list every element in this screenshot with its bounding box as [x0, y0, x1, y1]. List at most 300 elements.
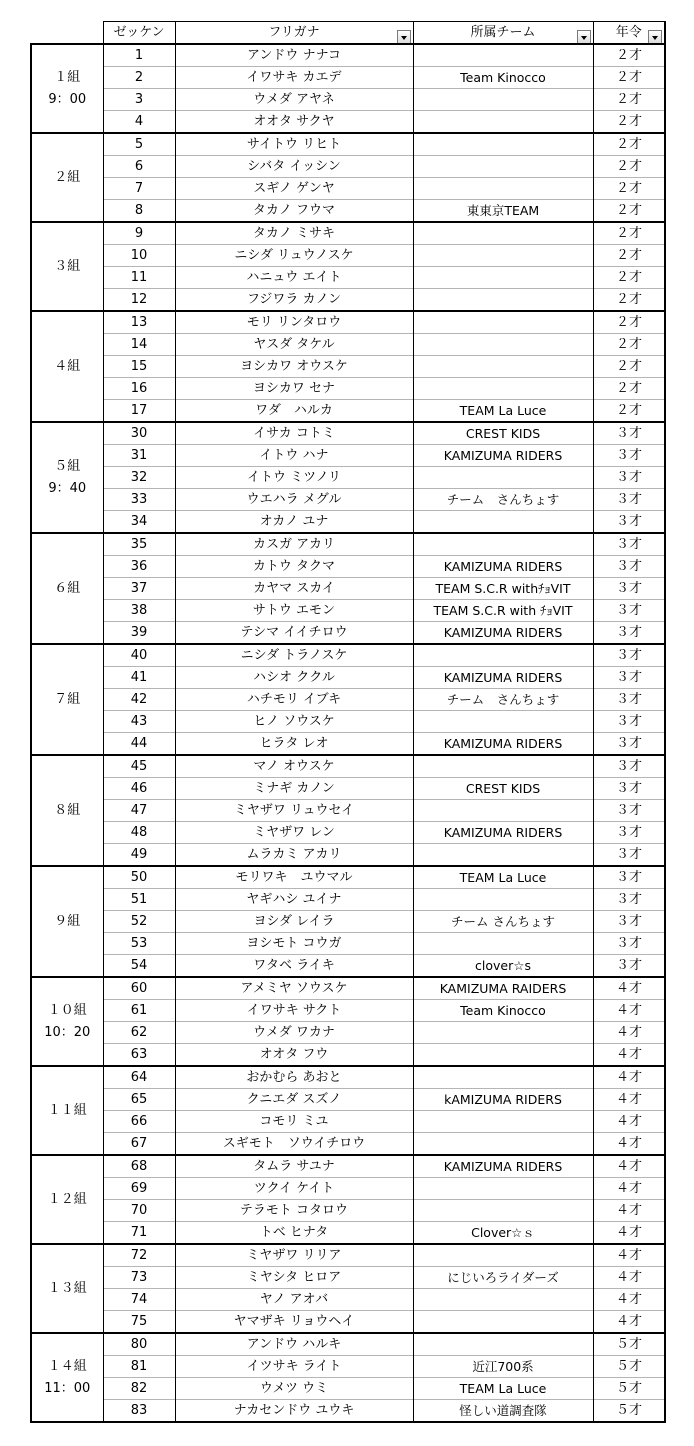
table-row [31, 800, 665, 822]
team-cell[interactable] [413, 711, 593, 733]
bib-cell[interactable]: 32 [103, 467, 175, 489]
team-cell[interactable] [413, 1066, 593, 1089]
bib-cell[interactable]: 33 [103, 489, 175, 511]
table-row [31, 1066, 665, 1089]
furigana-cell[interactable]: ナカセンドウ ユウキ [175, 1400, 413, 1423]
furigana-cell[interactable]: ニシダ トラノスケ [175, 644, 413, 667]
age-cell[interactable]: ２才 [593, 89, 665, 111]
group-label: １組 [54, 69, 81, 85]
table-row [31, 289, 665, 312]
team-cell[interactable] [413, 311, 593, 334]
bib-cell[interactable]: 71 [103, 1222, 175, 1245]
table-row [31, 422, 665, 445]
table-row [31, 1133, 665, 1156]
group-label: １２組 [47, 1191, 87, 1207]
age-cell[interactable]: ３才 [593, 822, 665, 844]
furigana-cell[interactable]: イトウ ミツノリ [175, 467, 413, 489]
age-cell[interactable]: ２才 [593, 133, 665, 156]
furigana-cell[interactable]: おかむら あおと [175, 1066, 413, 1089]
team-cell[interactable] [413, 1289, 593, 1311]
furigana-cell[interactable]: ヒラタ レオ [175, 733, 413, 756]
team-cell[interactable]: にじいろライダーズ [413, 1267, 593, 1289]
bib-cell[interactable]: 17 [103, 400, 175, 423]
age-cell[interactable]: ４才 [593, 1022, 665, 1044]
furigana-cell[interactable]: クニエダ スズノ [175, 1089, 413, 1111]
age-cell[interactable]: ３才 [593, 933, 665, 955]
team-cell[interactable]: KAMIZUMA RAIDERS [413, 977, 593, 1000]
furigana-cell[interactable]: タムラ サユナ [175, 1155, 413, 1178]
age-cell[interactable]: ４才 [593, 1155, 665, 1178]
bib-cell[interactable]: 5 [103, 133, 175, 156]
furigana-cell[interactable]: ハチモリ イブキ [175, 689, 413, 711]
age-cell[interactable]: ５才 [593, 1378, 665, 1400]
bib-cell[interactable]: 38 [103, 600, 175, 622]
group-label: １１組 [47, 1102, 87, 1118]
bib-cell[interactable]: 44 [103, 733, 175, 756]
team-cell[interactable]: KAMIZUMA RIDERS [413, 556, 593, 578]
bib-cell[interactable]: 50 [103, 866, 175, 889]
furigana-cell[interactable]: トベ ヒナタ [175, 1222, 413, 1245]
team-cell[interactable]: TEAM S.C.R with ﾁｮVIT [413, 600, 593, 622]
age-cell[interactable]: ３才 [593, 755, 665, 778]
team-cell[interactable] [413, 156, 593, 178]
age-cell[interactable]: ４才 [593, 1222, 665, 1245]
table-row [31, 1155, 665, 1178]
furigana-cell[interactable]: ウメダ アヤネ [175, 89, 413, 111]
bib-cell[interactable]: 34 [103, 511, 175, 534]
furigana-cell[interactable]: サトウ エモン [175, 600, 413, 622]
age-cell[interactable]: ２才 [593, 156, 665, 178]
furigana-cell[interactable]: カヤマ スカイ [175, 578, 413, 600]
furigana-cell[interactable]: タカノ フウマ [175, 200, 413, 223]
bib-cell[interactable]: 8 [103, 200, 175, 223]
team-filter-dropdown-icon[interactable] [577, 30, 591, 44]
bib-cell[interactable]: 70 [103, 1200, 175, 1222]
team-cell[interactable]: CREST KIDS [413, 778, 593, 800]
age-cell[interactable]: ３才 [593, 733, 665, 756]
furigana-cell[interactable]: テシマ イイチロウ [175, 622, 413, 645]
table-row [31, 667, 665, 689]
bib-cell[interactable]: 41 [103, 667, 175, 689]
group-label: １０組 [47, 1002, 87, 1018]
age-cell[interactable]: ３才 [593, 955, 665, 978]
team-cell[interactable]: KAMIZUMA RIDERS [413, 667, 593, 689]
age-cell[interactable]: ４才 [593, 1178, 665, 1200]
furigana-cell[interactable]: アメミヤ ソウスケ [175, 977, 413, 1000]
bib-cell[interactable]: 53 [103, 933, 175, 955]
furigana-cell[interactable]: ヨシカワ オウスケ [175, 356, 413, 378]
furigana-cell[interactable]: コモリ ミユ [175, 1111, 413, 1133]
team-cell[interactable]: チーム さんちょす [413, 489, 593, 511]
table-row [31, 89, 665, 111]
team-cell[interactable]: 東東京TEAM [413, 200, 593, 223]
group-cell [31, 1333, 103, 1422]
age-cell[interactable]: ３才 [593, 600, 665, 622]
age-cell[interactable]: ４才 [593, 1066, 665, 1089]
team-cell[interactable] [413, 644, 593, 667]
team-cell[interactable] [413, 1200, 593, 1222]
bib-cell[interactable]: 54 [103, 955, 175, 978]
group-label: ５組 [54, 458, 81, 474]
furigana-cell[interactable]: ワダ ハルカ [175, 400, 413, 423]
furigana-cell[interactable]: ヨシモト コウガ [175, 933, 413, 955]
age-cell[interactable]: ３才 [593, 578, 665, 600]
furigana-cell[interactable]: イトウ ハナ [175, 445, 413, 467]
age-cell[interactable]: ２才 [593, 356, 665, 378]
team-cell[interactable]: clover☆s [413, 955, 593, 978]
furigana-cell[interactable]: ムラカミ アカリ [175, 844, 413, 867]
table-row [31, 578, 665, 600]
team-cell[interactable]: KAMIZUMA RIDERS [413, 445, 593, 467]
bib-cell[interactable]: 39 [103, 622, 175, 645]
age-cell[interactable]: ２才 [593, 222, 665, 245]
furigana-cell[interactable]: スギノ ゲンヤ [175, 178, 413, 200]
furigana-cell[interactable]: アンドウ ナナコ [175, 44, 413, 67]
age-cell[interactable]: ２才 [593, 311, 665, 334]
team-cell[interactable]: 怪しい道調査隊 [413, 1400, 593, 1423]
age-cell[interactable]: ４才 [593, 1244, 665, 1267]
bib-cell[interactable]: 10 [103, 245, 175, 267]
bib-cell[interactable]: 12 [103, 289, 175, 312]
team-cell[interactable]: TEAM S.C.R withﾁｮVIT [413, 578, 593, 600]
header-age [593, 22, 665, 45]
furigana-cell[interactable]: アンドウ ハルキ [175, 1333, 413, 1356]
team-cell[interactable] [413, 1244, 593, 1267]
bib-cell[interactable]: 63 [103, 1044, 175, 1067]
bib-cell[interactable]: 11 [103, 267, 175, 289]
team-cell[interactable] [413, 933, 593, 955]
team-cell[interactable] [413, 1111, 593, 1133]
bib-cell[interactable]: 66 [103, 1111, 175, 1133]
age-cell[interactable]: ２才 [593, 67, 665, 89]
group-cell [31, 866, 103, 977]
age-cell[interactable]: ３才 [593, 422, 665, 445]
table-row [31, 44, 665, 67]
bib-cell[interactable]: 65 [103, 1089, 175, 1111]
age-cell[interactable]: ５才 [593, 1333, 665, 1356]
group-label: ８組 [54, 802, 81, 818]
team-cell[interactable] [413, 378, 593, 400]
bib-cell[interactable]: 9 [103, 222, 175, 245]
team-cell[interactable] [413, 133, 593, 156]
furigana-cell[interactable]: ウメツ ウミ [175, 1378, 413, 1400]
header-bib [103, 22, 175, 45]
furigana-cell[interactable]: カトウ タクマ [175, 556, 413, 578]
team-cell[interactable] [413, 1178, 593, 1200]
team-cell[interactable] [413, 1022, 593, 1044]
age-cell[interactable]: ２才 [593, 200, 665, 223]
group-cell [31, 1066, 103, 1155]
age-cell[interactable]: ２才 [593, 267, 665, 289]
table-row [31, 1222, 665, 1245]
table-row [31, 644, 665, 667]
age-cell[interactable]: ４才 [593, 1000, 665, 1022]
age-cell[interactable]: ４才 [593, 1133, 665, 1156]
team-cell[interactable] [413, 844, 593, 867]
team-cell[interactable]: TEAM La Luce [413, 400, 593, 423]
team-cell[interactable]: KAMIZUMA RIDERS [413, 733, 593, 756]
team-cell[interactable] [413, 222, 593, 245]
team-cell[interactable]: kAMIZUMA RIDERS [413, 1089, 593, 1111]
bib-cell[interactable]: 49 [103, 844, 175, 867]
furigana-cell[interactable]: ミヤザワ レン [175, 822, 413, 844]
team-cell[interactable] [413, 89, 593, 111]
table-row [31, 622, 665, 645]
group-start-time: 9：40 [48, 480, 87, 496]
age-cell[interactable]: ２才 [593, 400, 665, 423]
age-cell[interactable]: ３才 [593, 889, 665, 911]
age-cell[interactable]: ３才 [593, 622, 665, 645]
age-cell[interactable]: ４才 [593, 1044, 665, 1067]
age-cell[interactable]: ４才 [593, 977, 665, 1000]
age-cell[interactable]: ２才 [593, 111, 665, 134]
age-cell[interactable]: ２才 [593, 178, 665, 200]
age-filter-dropdown-icon[interactable] [648, 30, 662, 44]
age-cell[interactable]: ４才 [593, 1311, 665, 1334]
team-cell[interactable] [413, 178, 593, 200]
age-cell[interactable]: ３才 [593, 445, 665, 467]
team-cell[interactable] [413, 511, 593, 534]
race-group-table [30, 21, 666, 1423]
furigana-cell[interactable]: イツサキ ライト [175, 1356, 413, 1378]
team-cell[interactable] [413, 267, 593, 289]
furigana-cell[interactable]: モリ リンタロウ [175, 311, 413, 334]
team-cell[interactable]: TEAM La Luce [413, 866, 593, 889]
age-cell[interactable]: ４才 [593, 1111, 665, 1133]
header-team-label: 所属チーム [470, 25, 536, 40]
bib-cell[interactable]: 60 [103, 977, 175, 1000]
team-cell[interactable] [413, 245, 593, 267]
furigana-cell[interactable]: モリワキ ユウマル [175, 866, 413, 889]
age-cell[interactable]: ２才 [593, 245, 665, 267]
table-row [31, 755, 665, 778]
age-cell[interactable]: ３才 [593, 711, 665, 733]
age-cell[interactable]: ３才 [593, 489, 665, 511]
team-cell[interactable] [413, 467, 593, 489]
bib-cell[interactable]: 46 [103, 778, 175, 800]
bib-cell[interactable]: 67 [103, 1133, 175, 1156]
age-cell[interactable]: ３才 [593, 844, 665, 867]
bib-cell[interactable]: 73 [103, 1267, 175, 1289]
table-row [31, 1000, 665, 1022]
furigana-cell[interactable]: オオタ サクヤ [175, 111, 413, 134]
furigana-cell[interactable]: ウエハラ メグル [175, 489, 413, 511]
bib-cell[interactable]: 62 [103, 1022, 175, 1044]
header-row [31, 22, 665, 45]
age-cell[interactable]: ２才 [593, 334, 665, 356]
table-row [31, 133, 665, 156]
age-cell[interactable]: ３才 [593, 644, 665, 667]
furigana-cell[interactable]: マノ オウスケ [175, 755, 413, 778]
furigana-cell[interactable]: テラモト コタロウ [175, 1200, 413, 1222]
group-label: １４組 [47, 1358, 87, 1374]
team-cell[interactable] [413, 289, 593, 312]
team-cell[interactable]: チーム さんちょす [413, 911, 593, 933]
team-cell[interactable]: TEAM La Luce [413, 1378, 593, 1400]
furigana-cell[interactable]: ヤギハシ ユイナ [175, 889, 413, 911]
age-cell[interactable]: ２才 [593, 289, 665, 312]
team-cell[interactable] [413, 44, 593, 67]
bib-cell[interactable]: 16 [103, 378, 175, 400]
age-cell[interactable]: ３才 [593, 511, 665, 534]
furigana-cell[interactable]: サイトウ リヒト [175, 133, 413, 156]
team-cell[interactable] [413, 800, 593, 822]
table-row [31, 1044, 665, 1067]
bib-cell[interactable]: 2 [103, 67, 175, 89]
age-cell[interactable]: ３才 [593, 689, 665, 711]
bib-cell[interactable]: 42 [103, 689, 175, 711]
header-furigana [175, 22, 413, 45]
team-cell[interactable]: Team Kinocco [413, 67, 593, 89]
furigana-cell[interactable]: ヒノ ソウスケ [175, 711, 413, 733]
bib-cell[interactable]: 48 [103, 822, 175, 844]
bib-cell[interactable]: 68 [103, 1155, 175, 1178]
furigana-cell[interactable]: オオタ フウ [175, 1044, 413, 1067]
age-cell[interactable]: ４才 [593, 1200, 665, 1222]
team-cell[interactable] [413, 1311, 593, 1334]
team-cell[interactable]: 近江700系 [413, 1356, 593, 1378]
team-cell[interactable] [413, 1333, 593, 1356]
bib-cell[interactable]: 81 [103, 1356, 175, 1378]
furigana-cell[interactable]: フジワラ カノン [175, 289, 413, 312]
team-cell[interactable]: KAMIZUMA RIDERS [413, 1155, 593, 1178]
furigana-cell[interactable]: スギモト ソウイチロウ [175, 1133, 413, 1156]
group-label: ６組 [54, 580, 81, 596]
furigana-cell[interactable]: ハシオ ククル [175, 667, 413, 689]
group-label: １３組 [47, 1280, 87, 1296]
furigana-cell[interactable]: ヤスダ タケル [175, 334, 413, 356]
bib-cell[interactable]: 64 [103, 1066, 175, 1089]
table-row [31, 689, 665, 711]
table-row [31, 1200, 665, 1222]
age-cell[interactable]: ４才 [593, 1289, 665, 1311]
table-row [31, 822, 665, 844]
team-cell[interactable]: Team Kinocco [413, 1000, 593, 1022]
team-cell[interactable]: KAMIZUMA RIDERS [413, 822, 593, 844]
table-row [31, 178, 665, 200]
team-cell[interactable]: KAMIZUMA RIDERS [413, 622, 593, 645]
bib-cell[interactable]: 36 [103, 556, 175, 578]
furigana-cell[interactable]: ヨシダ レイラ [175, 911, 413, 933]
team-cell[interactable]: CREST KIDS [413, 422, 593, 445]
bib-cell[interactable]: 52 [103, 911, 175, 933]
age-cell[interactable]: ４才 [593, 1089, 665, 1111]
bib-cell[interactable]: 13 [103, 311, 175, 334]
furigana-cell[interactable]: ヤノ アオバ [175, 1289, 413, 1311]
bib-cell[interactable]: 35 [103, 533, 175, 556]
age-cell[interactable]: ２才 [593, 378, 665, 400]
age-cell[interactable]: ３才 [593, 667, 665, 689]
bib-cell[interactable]: 51 [103, 889, 175, 911]
furigana-cell[interactable]: シバタ イッシン [175, 156, 413, 178]
bib-cell[interactable]: 1 [103, 44, 175, 67]
team-cell[interactable] [413, 1044, 593, 1067]
bib-cell[interactable]: 4 [103, 111, 175, 134]
age-cell[interactable]: ３才 [593, 800, 665, 822]
bib-cell[interactable]: 15 [103, 356, 175, 378]
bib-cell[interactable]: 82 [103, 1378, 175, 1400]
furigana-cell[interactable]: カスガ アカリ [175, 533, 413, 556]
bib-cell[interactable]: 75 [103, 1311, 175, 1334]
bib-cell[interactable]: 30 [103, 422, 175, 445]
bib-cell[interactable]: 43 [103, 711, 175, 733]
furigana-cell[interactable]: イワサキ カエデ [175, 67, 413, 89]
furigana-cell[interactable]: ツクイ ケイト [175, 1178, 413, 1200]
furigana-cell[interactable]: ミヤザワ リリア [175, 1244, 413, 1267]
team-cell[interactable]: Clover☆ｓ [413, 1222, 593, 1245]
table-row [31, 400, 665, 423]
bib-cell[interactable]: 45 [103, 755, 175, 778]
bib-cell[interactable]: 31 [103, 445, 175, 467]
bib-cell[interactable]: 80 [103, 1333, 175, 1356]
team-cell[interactable] [413, 111, 593, 134]
bib-cell[interactable]: 74 [103, 1289, 175, 1311]
furigana-cell[interactable]: ヤマザキ リョウヘイ [175, 1311, 413, 1334]
furigana-cell[interactable]: オカノ ユナ [175, 511, 413, 534]
furigana-cell[interactable]: イサカ コトミ [175, 422, 413, 445]
table-row [31, 600, 665, 622]
team-cell[interactable] [413, 356, 593, 378]
bib-cell[interactable]: 6 [103, 156, 175, 178]
bib-cell[interactable]: 14 [103, 334, 175, 356]
bib-cell[interactable]: 3 [103, 89, 175, 111]
team-cell[interactable] [413, 755, 593, 778]
bib-cell[interactable]: 47 [103, 800, 175, 822]
furigana-cell[interactable]: タカノ ミサキ [175, 222, 413, 245]
furigana-filter-dropdown-icon[interactable] [397, 30, 411, 44]
furigana-cell[interactable]: ハニュウ エイト [175, 267, 413, 289]
bib-cell[interactable]: 72 [103, 1244, 175, 1267]
bib-cell[interactable]: 61 [103, 1000, 175, 1022]
bib-cell[interactable]: 40 [103, 644, 175, 667]
age-cell[interactable]: ５才 [593, 1356, 665, 1378]
bib-cell[interactable]: 37 [103, 578, 175, 600]
furigana-cell[interactable]: ワタベ ライキ [175, 955, 413, 978]
age-cell[interactable]: ３才 [593, 911, 665, 933]
furigana-cell[interactable]: イワサキ サクト [175, 1000, 413, 1022]
group-cell [31, 977, 103, 1066]
group-cell [31, 1155, 103, 1244]
age-cell[interactable]: ５才 [593, 1400, 665, 1423]
age-cell[interactable]: ２才 [593, 44, 665, 67]
bib-cell[interactable]: 7 [103, 178, 175, 200]
group-start-time: 11：00 [44, 1380, 91, 1396]
group-cell [31, 44, 103, 133]
bib-cell[interactable]: 69 [103, 1178, 175, 1200]
furigana-cell[interactable]: ミヤザワ リュウセイ [175, 800, 413, 822]
bib-cell[interactable]: 83 [103, 1400, 175, 1423]
age-cell[interactable]: ３才 [593, 778, 665, 800]
table-body [31, 44, 665, 1422]
furigana-cell[interactable]: ウメダ ワカナ [175, 1022, 413, 1044]
team-cell[interactable]: チーム さんちょす [413, 689, 593, 711]
furigana-cell[interactable]: ミヤシタ ヒロア [175, 1267, 413, 1289]
age-cell[interactable]: ３才 [593, 866, 665, 889]
team-cell[interactable] [413, 533, 593, 556]
team-cell[interactable] [413, 1133, 593, 1156]
header-bib-label: ゼッケン [113, 25, 165, 40]
age-cell[interactable]: ４才 [593, 1267, 665, 1289]
team-cell[interactable] [413, 334, 593, 356]
group-start-time: 9：00 [48, 91, 87, 107]
team-cell[interactable] [413, 889, 593, 911]
age-cell[interactable]: ３才 [593, 556, 665, 578]
furigana-cell[interactable]: ミナギ カノン [175, 778, 413, 800]
furigana-cell[interactable]: ニシダ リュウノスケ [175, 245, 413, 267]
age-cell[interactable]: ３才 [593, 467, 665, 489]
age-cell[interactable]: ３才 [593, 533, 665, 556]
furigana-cell[interactable]: ヨシカワ セナ [175, 378, 413, 400]
